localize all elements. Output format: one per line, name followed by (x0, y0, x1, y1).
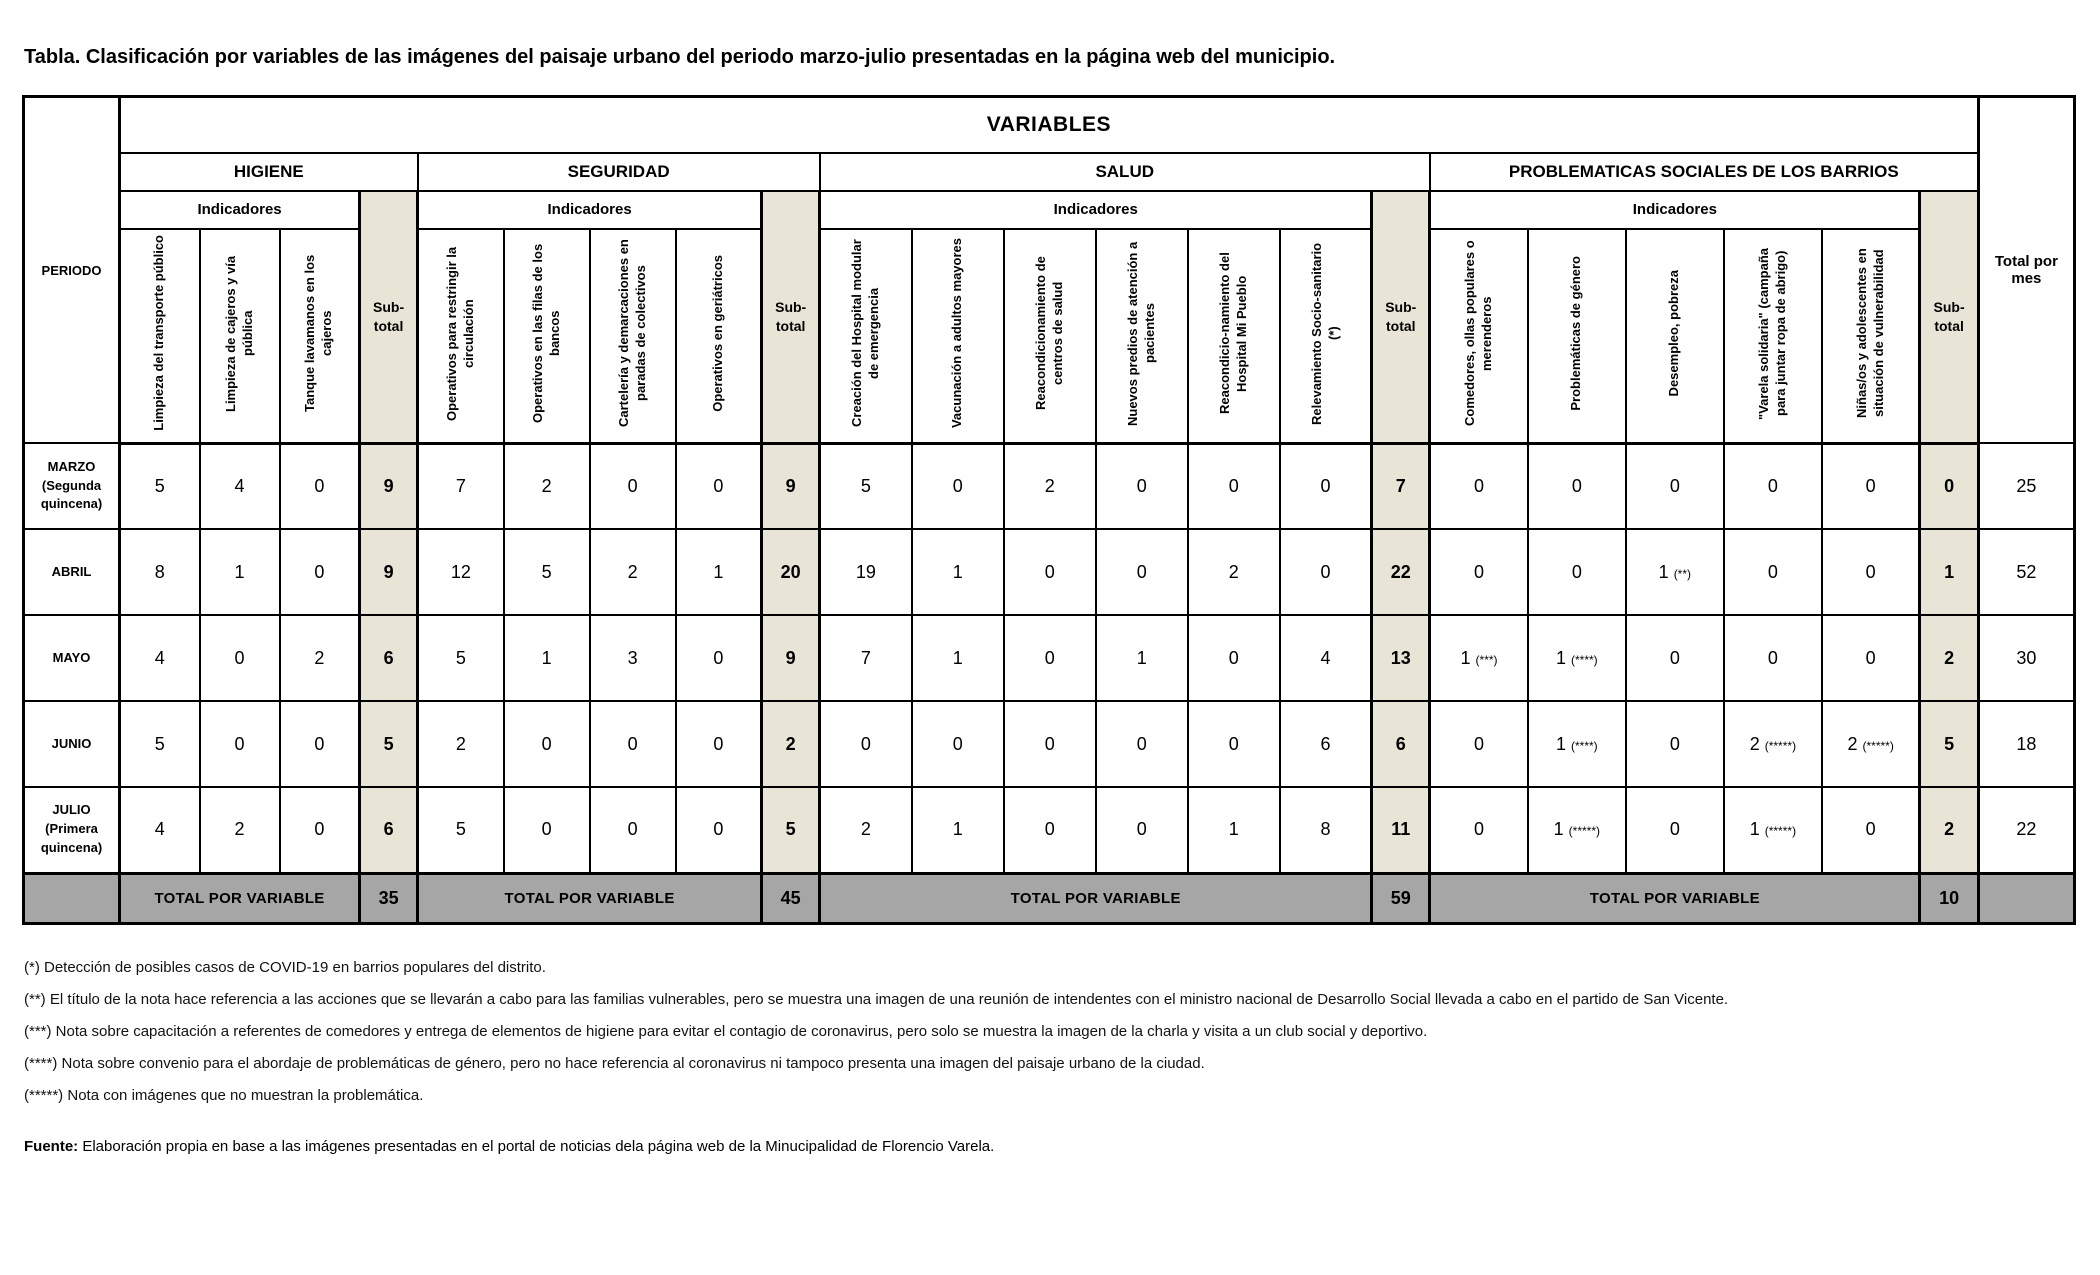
subtotal-header: Sub-total (1372, 191, 1430, 444)
value-cell: 1 (912, 529, 1004, 615)
indicator-header-label: Operativos en geriátricos (709, 254, 725, 412)
value-cell: 1 (***) (1430, 615, 1528, 701)
value-cell: 0 (590, 443, 676, 529)
value-cell: 0 (200, 701, 280, 787)
indicator-header-label: "Varela solidaria" (campaña para juntar ropa de abrigo) (1756, 246, 1788, 420)
total-month-cell: 25 (1978, 443, 2074, 529)
value-cell: 1 (****) (1528, 615, 1626, 701)
value-cell: 0 (1004, 787, 1096, 873)
footnote: (**) El título de la nota hace referencia a las acciones que se llevarán a cabo para las familias vulnerables, pero se muestra una imagen de una reunión de intendentes con el ministro nacional de Desarrollo Social llevada a cabo en el partido de San Vicente. (24, 990, 1729, 1008)
value-cell: 1 (****) (1528, 701, 1626, 787)
indicator-header-label: Reacondicionamiento de centros de salud (1032, 256, 1065, 410)
value-cell: 0 (1724, 443, 1822, 529)
value-cell: 0 (1004, 615, 1096, 701)
value-cell: 1 (504, 615, 590, 701)
indicator-header (1822, 229, 1920, 444)
value-cell: 1 (676, 529, 762, 615)
footnote-marker: (*****) (1862, 738, 1894, 753)
subtotal-cell: 2 (762, 701, 820, 787)
value-cell: 5 (820, 443, 912, 529)
subtotal-cell: 5 (762, 787, 820, 873)
period-cell: ABRIL (24, 529, 120, 615)
indicator-header-label: Vacunación a adultos mayores (949, 237, 965, 429)
footnote-marker: (**) (1673, 566, 1692, 581)
value-cell: 2 (820, 787, 912, 873)
indicators-header: Indicadores (418, 191, 762, 229)
value-cell: 2 (1188, 529, 1280, 615)
value-cell: 4 (120, 787, 200, 873)
value-cell: 0 (1280, 529, 1372, 615)
table-row (24, 615, 2075, 701)
indicator-header (1188, 229, 1280, 444)
total-month-cell: 30 (1978, 615, 2074, 701)
value-cell: 4 (120, 615, 200, 701)
total-row-period-cell (24, 873, 120, 923)
indicator-header-label: Cartelería y demarcaciones en paradas de colectivos (615, 239, 648, 427)
value-cell: 12 (418, 529, 504, 615)
value-cell: 0 (1430, 787, 1528, 873)
value-cell: 4 (1280, 615, 1372, 701)
footnote-marker: (*****) (24, 1086, 68, 1104)
subtotal-header: Sub-total (1920, 191, 1978, 444)
footnote: (*) Detección de posibles casos de COVID-19 en barrios populares del distrito. (24, 958, 546, 976)
indicator-header-label: Problemáticas de género (1568, 255, 1584, 411)
value-cell: 0 (1626, 787, 1724, 873)
footnote: (***) Nota sobre capacitación a referentes de comedores y entrega de elementos de higiene para evitar el contagio de coronavirus, pero solo se muestra la imagen de la charla y visita a un club social y deportivo. (24, 1022, 1428, 1040)
subtotal-cell: 11 (1372, 787, 1430, 873)
table-body (24, 443, 2075, 923)
table-row (24, 443, 2075, 529)
value-cell: 0 (280, 787, 360, 873)
total-per-variable-label: TOTAL POR VARIABLE (120, 873, 360, 923)
value-cell: 0 (1822, 529, 1920, 615)
indicator-header (1280, 229, 1372, 444)
total-per-variable-value: 10 (1920, 873, 1978, 923)
value-cell: 0 (1188, 701, 1280, 787)
total-per-variable-label: TOTAL POR VARIABLE (1430, 873, 1920, 923)
subtotal-cell: 22 (1372, 529, 1430, 615)
table-row (24, 787, 2075, 873)
total-per-variable-label: TOTAL POR VARIABLE (820, 873, 1372, 923)
footnote-marker: (*) (24, 958, 44, 976)
source-text: Elaboración propia en base a las imágenes presentadas en el portal de noticias dela página web de la Minucipalidad de Florencio Varela. (82, 1137, 995, 1155)
classification-table (22, 95, 2076, 925)
value-cell: 1 (*****) (1724, 787, 1822, 873)
indicator-header-label: Creación del Hospital modular de emergencia (849, 239, 881, 427)
value-cell: 0 (1096, 701, 1188, 787)
source-label: Fuente: (24, 1137, 79, 1155)
value-cell: 5 (120, 443, 200, 529)
value-cell: 8 (1280, 787, 1372, 873)
indicator-header-label: Limpieza del transporte público (151, 235, 167, 431)
indicator-header (820, 229, 912, 444)
value-cell: 0 (676, 701, 762, 787)
value-cell: 0 (1096, 787, 1188, 873)
value-cell: 0 (1822, 787, 1920, 873)
value-cell: 2 (418, 701, 504, 787)
header-row-indicators (24, 191, 2075, 229)
value-cell: 0 (280, 529, 360, 615)
value-cell: 0 (1430, 701, 1528, 787)
value-cell: 1 (912, 787, 1004, 873)
value-cell: 0 (1724, 529, 1822, 615)
value-cell: 0 (200, 615, 280, 701)
value-cell: 0 (676, 443, 762, 529)
indicator-header-label: Desempleo, pobreza (1666, 269, 1682, 397)
subtotal-cell: 5 (1920, 701, 1978, 787)
subtotal-cell: 0 (1920, 443, 1978, 529)
total-row-month-cell (1978, 873, 2074, 923)
value-cell: 0 (820, 701, 912, 787)
indicator-header (1004, 229, 1096, 444)
total-per-variable-value: 59 (1372, 873, 1430, 923)
subtotal-cell: 2 (1920, 615, 1978, 701)
indicator-header (418, 229, 504, 444)
indicator-header-label: Reacondicio-namiento del Hospital Mi Pueblo (1216, 252, 1249, 414)
subtotal-cell: 6 (1372, 701, 1430, 787)
total-per-month-header: Total por mes (1978, 97, 2074, 444)
value-cell: 1 (*****) (1528, 787, 1626, 873)
table-header (24, 97, 2075, 444)
value-cell: 0 (1188, 443, 1280, 529)
value-cell: 0 (1626, 443, 1724, 529)
total-month-cell: 52 (1978, 529, 2074, 615)
header-row-variables (24, 97, 2075, 153)
value-cell: 0 (1096, 443, 1188, 529)
group-header-seguridad: SEGURIDAD (418, 153, 820, 191)
value-cell: 0 (590, 701, 676, 787)
subtotal-cell: 7 (1372, 443, 1430, 529)
value-cell: 0 (1626, 701, 1724, 787)
value-cell: 0 (1528, 443, 1626, 529)
indicator-header (590, 229, 676, 444)
subtotal-cell: 20 (762, 529, 820, 615)
footnote-marker: (**) (24, 990, 50, 1008)
indicator-header-label: Nuevos predios de atención a pacientes (1124, 240, 1157, 426)
value-cell: 5 (418, 787, 504, 873)
subtotal-cell: 6 (360, 615, 418, 701)
value-cell: 1 (200, 529, 280, 615)
value-cell: 0 (280, 443, 360, 529)
value-cell: 0 (676, 787, 762, 873)
header-row-rotated (24, 229, 2075, 444)
value-cell: 1 (1096, 615, 1188, 701)
total-per-variable-row (24, 873, 2075, 923)
value-cell: 0 (912, 701, 1004, 787)
value-cell: 1 (1188, 787, 1280, 873)
subtotal-cell: 13 (1372, 615, 1430, 701)
value-cell: 7 (418, 443, 504, 529)
value-cell: 0 (1280, 443, 1372, 529)
footnote-marker: (****) (1571, 652, 1598, 667)
indicator-header-label: Operativos para restringir la circulación (443, 245, 476, 421)
period-cell: JUNIO (24, 701, 120, 787)
indicator-header (1528, 229, 1626, 444)
value-cell: 0 (676, 615, 762, 701)
period-cell: JULIO (Primera quincena) (24, 787, 120, 873)
value-cell: 5 (418, 615, 504, 701)
total-per-variable-label: TOTAL POR VARIABLE (418, 873, 762, 923)
indicator-header-label: Operativos en las filas de los bancos (529, 243, 562, 423)
indicator-header-label: Relevamiento Socio-sanitario (*) (1308, 241, 1341, 425)
subtotal-cell: 2 (1920, 787, 1978, 873)
group-header-higiene: HIGIENE (120, 153, 418, 191)
footnote-marker: (*****) (1764, 824, 1797, 839)
indicator-header (912, 229, 1004, 444)
indicator-header-label: Niñas/os y adolescentes en situación de vulnerabilidad (1853, 248, 1886, 418)
variables-header: VARIABLES (120, 97, 1979, 153)
value-cell: 0 (1626, 615, 1724, 701)
value-cell: 0 (1096, 529, 1188, 615)
value-cell: 0 (1188, 615, 1280, 701)
footnote-marker: (*****) (1764, 738, 1797, 753)
indicator-header (1724, 229, 1822, 444)
value-cell: 2 (280, 615, 360, 701)
indicator-header (1096, 229, 1188, 444)
value-cell: 8 (120, 529, 200, 615)
value-cell: 0 (280, 701, 360, 787)
value-cell: 0 (1822, 615, 1920, 701)
subtotal-header: Sub-total (762, 191, 820, 444)
value-cell: 0 (504, 787, 590, 873)
value-cell: 2 (504, 443, 590, 529)
period-cell: MARZO (Segunda quincena) (24, 443, 120, 529)
value-cell: 0 (1822, 443, 1920, 529)
value-cell: 0 (1004, 529, 1096, 615)
total-month-cell: 22 (1978, 787, 2074, 873)
indicator-header-label: Limpieza de cajeros y vía pública (222, 254, 255, 412)
header-row-groups (24, 153, 2075, 191)
indicator-header-label: Comedores, ollas populares o merenderos (1462, 240, 1495, 426)
value-cell: 3 (590, 615, 676, 701)
source-note (24, 1138, 2078, 1155)
total-per-variable-value: 45 (762, 873, 820, 923)
value-cell: 1 (**) (1626, 529, 1724, 615)
value-cell: 5 (120, 701, 200, 787)
footnote: (*****) Nota con imágenes que no muestran la problemática. (24, 1086, 424, 1104)
period-cell: MAYO (24, 615, 120, 701)
indicator-header (504, 229, 590, 444)
table-row (24, 701, 2075, 787)
indicators-header: Indicadores (1430, 191, 1920, 229)
subtotal-cell: 6 (360, 787, 418, 873)
indicator-header (1626, 229, 1724, 444)
value-cell: 0 (1004, 701, 1096, 787)
footnote-marker: (****) (1571, 738, 1598, 753)
value-cell: 5 (504, 529, 590, 615)
value-cell: 0 (1724, 615, 1822, 701)
value-cell: 1 (912, 615, 1004, 701)
value-cell: 7 (820, 615, 912, 701)
indicator-header (676, 229, 762, 444)
indicators-header: Indicadores (120, 191, 360, 229)
subtotal-cell: 5 (360, 701, 418, 787)
value-cell: 2 (1004, 443, 1096, 529)
group-header-problematicas: PROBLEMATICAS SOCIALES DE LOS BARRIOS (1430, 153, 1979, 191)
footnotes (24, 959, 2078, 1104)
subtotal-cell: 9 (360, 529, 418, 615)
value-cell: 0 (1430, 443, 1528, 529)
indicators-header: Indicadores (820, 191, 1372, 229)
table-title: Tabla. Clasificación por variables de las imágenes del paisaje urbano del periodo marzo-julio presentadas en la página web del municipio. (24, 46, 1336, 68)
total-per-variable-value: 35 (360, 873, 418, 923)
indicator-header-label: Tanque lavamanos en los cajeros (302, 254, 335, 412)
value-cell: 0 (912, 443, 1004, 529)
value-cell: 0 (590, 787, 676, 873)
value-cell: 0 (504, 701, 590, 787)
table-row (24, 529, 2075, 615)
value-cell: 6 (1280, 701, 1372, 787)
footnote-marker: (***) (24, 1022, 56, 1040)
value-cell: 2 (200, 787, 280, 873)
footnote-marker: (*****) (1568, 824, 1600, 839)
periodo-header: PERIODO (24, 97, 120, 444)
indicator-header (120, 229, 200, 444)
footnote-marker: (***) (1475, 652, 1498, 667)
value-cell: 19 (820, 529, 912, 615)
indicator-header (280, 229, 360, 444)
indicator-header (1430, 229, 1528, 444)
subtotal-cell: 9 (762, 615, 820, 701)
subtotal-cell: 9 (360, 443, 418, 529)
value-cell: 2 (*****) (1822, 701, 1920, 787)
group-header-salud: SALUD (820, 153, 1430, 191)
subtotal-cell: 1 (1920, 529, 1978, 615)
footnote: (****) Nota sobre convenio para el abordaje de problemáticas de género, pero no hace referencia al coronavirus ni tampoco presenta una imagen del paisaje urbano de la ciudad. (24, 1054, 1205, 1072)
value-cell: 2 (590, 529, 676, 615)
value-cell: 4 (200, 443, 280, 529)
value-cell: 0 (1430, 529, 1528, 615)
footnote-marker: (****) (24, 1054, 62, 1072)
subtotal-cell: 9 (762, 443, 820, 529)
subtotal-header: Sub-total (360, 191, 418, 444)
value-cell: 0 (1528, 529, 1626, 615)
value-cell: 2 (*****) (1724, 701, 1822, 787)
total-month-cell: 18 (1978, 701, 2074, 787)
indicator-header (200, 229, 280, 444)
